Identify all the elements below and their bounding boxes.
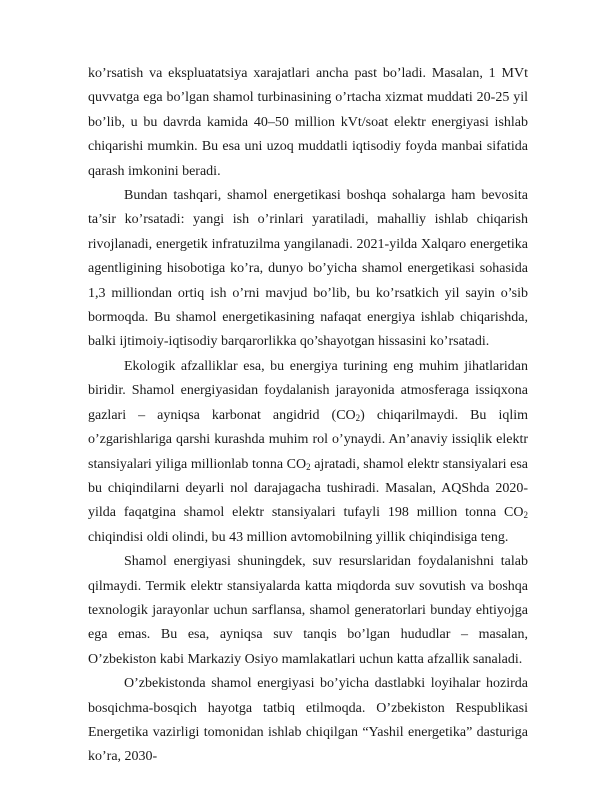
subscript: 2	[523, 510, 528, 521]
document-page	[88, 62, 528, 770]
paragraph-text: ) chiqarilmaydi. Bu iqlim o’zgarishlariga qarshi kurashda muhim rol o’ynaydi. An’anaviy issiqlik elektr stansiyalari yiliga millionlab tonna CO	[88, 407, 529, 472]
paragraph-1	[88, 62, 528, 184]
paragraph-text: Shamol energiyasi shuningdek, suv resurslaridan foydalanishni talab qilmaydi. Termik elektr stansiyalarda katta miqdorda suv sovutish va boshqa texnologik jarayonlar uchun sarflansa, shamol generatorlari bunday ehtiyojga ega emas. Bu esa, ayniqsa suv tanqis bo’lgan hududlar – masalan, O’zbekiston kabi Markaziy Osiyo mamlakatlari uchun katta afzallik sanaladi.	[88, 554, 528, 667]
paragraph-4	[88, 550, 528, 672]
paragraph-text: chiqindisi oldi olindi, bu 43 million avtomobilning yillik chiqindisiga teng.	[88, 529, 509, 545]
paragraph-text: ajratadi, shamol elektr stansiyalari esa bu chiqindilarni deyarli nol darajagacha tushiradi. Masalan, AQShda 2020-yilda faqatgina shamol elektr stansiyalari tufayli 198 million tonna CO	[88, 456, 529, 521]
paragraph-text: Ekologik afzalliklar esa, bu energiya turining eng muhim jihatlaridan biridir. Shamol energiyasidan foydalanish jarayonida atmosferaga issiqxona gazlari – ayniqsa karbonat angidrid (CO	[88, 358, 528, 423]
subscript: 2	[306, 461, 311, 472]
paragraph-text: O’zbekistonda shamol energiyasi bo’yicha dastlabki loyihalar hozirda bosqichma-bosqich hayotga tatbiq etilmoqda. O’zbekiston Respublikasi Energetika vazirligi tomonidan ishlab chiqilgan “Yashil energetika” dasturiga ko’ra, 2030-	[88, 676, 528, 765]
paragraph-text: Bundan tashqari, shamol energetikasi boshqa sohalarga ham bevosita ta’sir ko’rsatadi: yangi ish o’rinlari yaratiladi, mahalliy ishlab chiqarish rivojlanadi, energetik infratuzilma yangilanadi. 2021-yilda Xalqaro energetika agentligining hisobotiga ko’ra, dunyo bo’yicha shamol energetikasi sohasida 1,3 milliondan ortiq ish o’rni mavjud bo’lib, bu ko’rsatkich yil sayin o’sib bormoqda. Bu shamol energetikasining nafaqat energiya ishlab chiqarishda, balki ijtimoiy-iqtisodiy barqarorlikka qo’shayotgan hissasini ko’rsatadi.	[88, 188, 528, 350]
paragraph-5	[88, 672, 528, 770]
paragraph-text: ko’rsatish va ekspluatatsiya xarajatlari ancha past bo’ladi. Masalan, 1 MVt quvvatga ega bo’lgan shamol turbinasining o’rtacha xizmat muddati 20-25 yil bo’lib, u bu davrda kamida 40–50 million kVt/soat elektr energiyasi ishlab chiqarishi mumkin. Bu esa uni uzoq muddatli iqtisodiy foyda manbai sifatida qarash imkonini beradi.	[88, 66, 528, 179]
paragraph-3	[88, 355, 528, 550]
paragraph-2	[88, 184, 528, 355]
subscript: 2	[355, 412, 361, 423]
